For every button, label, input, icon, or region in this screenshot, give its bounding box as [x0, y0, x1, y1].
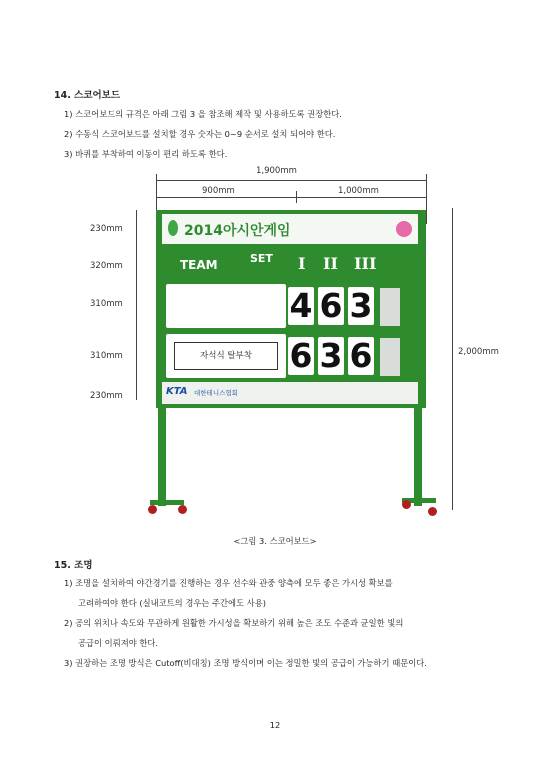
section-15-line-5: 3) 권장하는 조명 방식은 Cutoff(비대칭) 조명 방식이며 이는 정밀한 빛의 공급이 가능하기 때문이다. — [64, 658, 427, 668]
row1-set3-score: 3 — [349, 286, 373, 325]
team-label: TEAM — [180, 258, 218, 272]
set-column-3: III — [354, 254, 377, 273]
dim-right-extent — [426, 174, 427, 224]
row1-blank-slot — [380, 288, 400, 326]
section-14-item-1: 1) 스코어보드의 규격은 아래 그림 3 을 참조해 제작 및 사용하도록 권장한다. — [64, 109, 342, 119]
section-15-line-1: 1) 조명을 설치하여 야간경기를 진행하는 경우 선수와 관중 양측에 모두 좋은 가시성 확보를 — [64, 578, 393, 588]
wheel-icon — [402, 500, 411, 509]
dim-row-5: 230mm — [90, 391, 123, 401]
asian-games-logo-icon — [168, 220, 178, 236]
dim-row-2: 320mm — [90, 261, 123, 271]
set-column-2: II — [323, 254, 338, 273]
dim-row-3: 310mm — [90, 299, 123, 309]
section-15-line-2: 고려하여야 한다 (실내코트의 경우는 주간에도 사용) — [78, 598, 266, 608]
banner-title: 2014아시안게임 — [184, 223, 291, 239]
left-leg — [158, 406, 166, 506]
dim-total-width-line — [156, 180, 426, 181]
left-foot — [150, 500, 184, 505]
dim-total-width: 1,900mm — [256, 166, 297, 176]
wheel-icon — [148, 505, 157, 514]
dim-height: 2,000mm — [458, 347, 499, 357]
row2-set1-score: 6 — [289, 336, 313, 375]
row1-set1-score: 4 — [289, 286, 313, 325]
dim-right-width: 1,000mm — [338, 186, 379, 196]
dim-split-line — [156, 197, 426, 198]
right-leg — [414, 406, 422, 506]
team-1-panel — [166, 284, 286, 328]
footer-org: 대한테니스협회 — [194, 389, 238, 397]
set-header — [290, 248, 418, 278]
dim-row-1: 230mm — [90, 224, 123, 234]
scoreboard-banner — [162, 214, 418, 244]
section-15-line-4: 공급이 이뤄져야 한다. — [78, 638, 159, 648]
row2-set3-score: 6 — [349, 336, 373, 375]
dim-rows-line — [136, 210, 137, 400]
wheel-icon — [178, 505, 187, 514]
footer-band — [162, 382, 418, 404]
row2-blank-slot — [380, 338, 400, 376]
wheel-icon — [428, 507, 437, 516]
section-15-heading: 15. 조명 — [54, 560, 93, 571]
team-2-label: 자석식 탈부착 — [200, 351, 252, 361]
section-14-item-3: 3) 바퀴를 부착하여 이동이 편리 하도록 한다. — [64, 149, 228, 159]
team-2-panel — [166, 334, 286, 378]
section-15-line-3: 2) 공의 위치나 속도와 무관하게 원활한 가시성을 확보하기 위해 높은 조도 수준과 균일한 빛의 — [64, 618, 404, 628]
set-label: SET — [250, 252, 273, 265]
figure-caption: <그림 3. 스코어보드> — [233, 536, 317, 546]
dim-split-tick — [296, 191, 297, 203]
dim-height-line — [452, 208, 453, 510]
mascot-icon — [396, 221, 412, 237]
section-14-heading: 14. 스코어보드 — [54, 90, 121, 101]
team-header — [162, 248, 290, 278]
scoreboard-figure — [90, 162, 499, 528]
row2-set2-score: 3 — [319, 336, 343, 375]
page-number: 12 — [269, 720, 281, 730]
set-column-1: I — [298, 254, 306, 273]
section-14-item-2: 2) 수동식 스코어보드를 설치할 경우 숫자는 0~9 순서로 설치 되어야 한다. — [64, 129, 336, 139]
team-2-label-box — [174, 342, 278, 370]
dim-left-width: 900mm — [202, 186, 235, 196]
dim-row-4: 310mm — [90, 351, 123, 361]
row1-set2-score: 6 — [319, 286, 343, 325]
kta-logo: KTA — [166, 386, 188, 397]
